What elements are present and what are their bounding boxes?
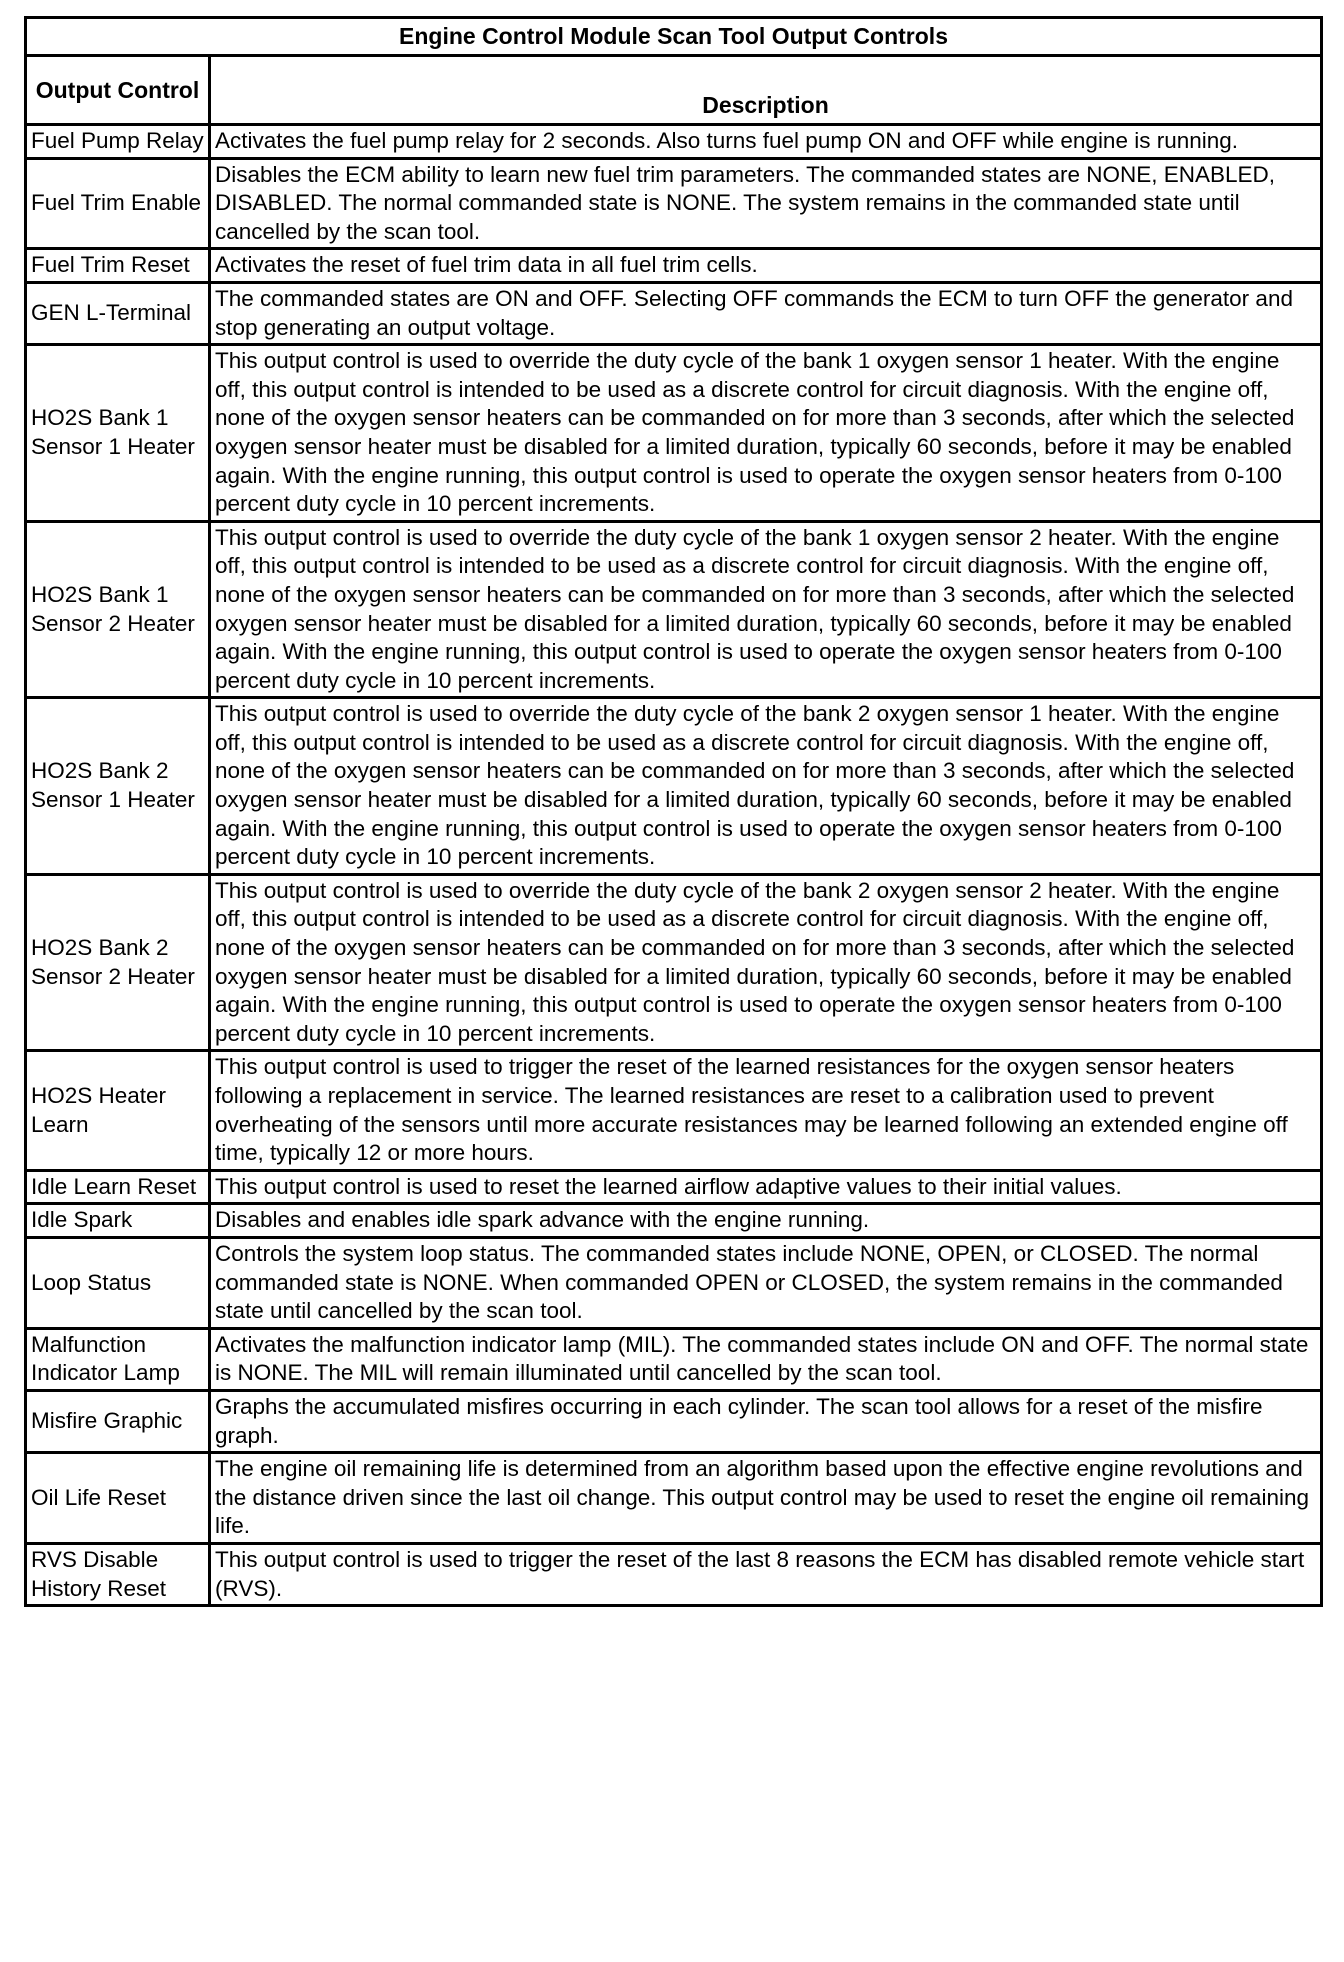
description-cell: Graphs the accumulated misfires occurring in each cylinder. The scan tool allows for a reset of the misfire graph. (210, 1390, 1322, 1452)
table-row (26, 1328, 1322, 1390)
description-cell: This output control is used to trigger the reset of the learned resistances for the oxygen sensor heaters following a replacement in service. The learned resistances are reset to a calibration used to prevent overheating of the sensors until more accurate resistances may be learned following an extended engine off time, typically 12 or more hours. (210, 1051, 1322, 1170)
output-control-cell: Idle Spark (26, 1204, 210, 1238)
output-control-cell: Fuel Trim Enable (26, 158, 210, 249)
description-cell: Disables and enables idle spark advance with the engine running. (210, 1204, 1322, 1238)
table-body (26, 125, 1322, 1606)
description-cell: This output control is used to reset the learned airflow adaptive values to their initial values. (210, 1170, 1322, 1204)
output-control-cell: HO2S Bank 2 Sensor 2 Heater (26, 874, 210, 1051)
table-row (26, 1543, 1322, 1605)
table-row (26, 1453, 1322, 1544)
description-cell: This output control is used to override the duty cycle of the bank 1 oxygen sensor 2 heater. With the engine off, this output control is intended to be used as a discrete control for circuit diagnosis. With the engine off, none of the oxygen sensor heaters can be commanded on for more than 3 seconds, after which the selected oxygen sensor heater must be disabled for a limited duration, typically 60 seconds, before it may be enabled again. With the engine running, this output control is used to operate the oxygen sensor heaters from 0-100 percent duty cycle in 10 percent increments. (210, 521, 1322, 698)
output-control-cell: HO2S Bank 1 Sensor 2 Heater (26, 521, 210, 698)
output-control-cell: Misfire Graphic (26, 1390, 210, 1452)
table-row (26, 345, 1322, 522)
output-control-cell: HO2S Bank 2 Sensor 1 Heater (26, 698, 210, 875)
description-cell: The commanded states are ON and OFF. Selecting OFF commands the ECM to turn OFF the generator and stop generating an output voltage. (210, 282, 1322, 344)
description-cell: Activates the reset of fuel trim data in all fuel trim cells. (210, 249, 1322, 283)
table-title-row (26, 18, 1322, 56)
table-row (26, 1237, 1322, 1328)
output-control-cell: HO2S Heater Learn (26, 1051, 210, 1170)
table-row (26, 1390, 1322, 1452)
output-control-cell: Oil Life Reset (26, 1453, 210, 1544)
description-cell: Disables the ECM ability to learn new fuel trim parameters. The commanded states are NONE, ENABLED, DISABLED. The normal commanded state is NONE. The system remains in the commanded state until cancelled by the scan tool. (210, 158, 1322, 249)
description-cell: This output control is used to override the duty cycle of the bank 1 oxygen sensor 1 heater. With the engine off, this output control is intended to be used as a discrete control for circuit diagnosis. With the engine off, none of the oxygen sensor heaters can be commanded on for more than 3 seconds, after which the selected oxygen sensor heater must be disabled for a limited duration, typically 60 seconds, before it may be enabled again. With the engine running, this output control is used to operate the oxygen sensor heaters from 0-100 percent duty cycle in 10 percent increments. (210, 345, 1322, 522)
table-row (26, 158, 1322, 249)
table-title: Engine Control Module Scan Tool Output Controls (26, 18, 1322, 56)
header-output-control: Output Control (26, 56, 210, 125)
description-cell: This output control is used to override the duty cycle of the bank 2 oxygen sensor 1 heater. With the engine off, this output control is intended to be used as a discrete control for circuit diagnosis. With the engine off, none of the oxygen sensor heaters can be commanded on for more than 3 seconds, after which the selected oxygen sensor heater must be disabled for a limited duration, typically 60 seconds, before it may be enabled again. With the engine running, this output control is used to operate the oxygen sensor heaters from 0-100 percent duty cycle in 10 percent increments. (210, 698, 1322, 875)
table-header-row (26, 56, 1322, 125)
description-cell: Activates the malfunction indicator lamp (MIL). The commanded states include ON and OFF. The normal state is NONE. The MIL will remain illuminated until cancelled by the scan tool. (210, 1328, 1322, 1390)
output-control-cell: Loop Status (26, 1237, 210, 1328)
table-row (26, 1204, 1322, 1238)
table-row (26, 1170, 1322, 1204)
description-cell: Activates the fuel pump relay for 2 seconds. Also turns fuel pump ON and OFF while engine is running. (210, 125, 1322, 159)
output-control-cell: GEN L-Terminal (26, 282, 210, 344)
description-cell: This output control is used to trigger the reset of the last 8 reasons the ECM has disabled remote vehicle start (RVS). (210, 1543, 1322, 1605)
output-control-cell: Fuel Pump Relay (26, 125, 210, 159)
output-control-cell: RVS Disable History Reset (26, 1543, 210, 1605)
table-row (26, 249, 1322, 283)
table-row (26, 698, 1322, 875)
description-cell: This output control is used to override the duty cycle of the bank 2 oxygen sensor 2 heater. With the engine off, this output control is intended to be used as a discrete control for circuit diagnosis. With the engine off, none of the oxygen sensor heaters can be commanded on for more than 3 seconds, after which the selected oxygen sensor heater must be disabled for a limited duration, typically 60 seconds, before it may be enabled again. With the engine running, this output control is used to operate the oxygen sensor heaters from 0-100 percent duty cycle in 10 percent increments. (210, 874, 1322, 1051)
output-control-cell: Fuel Trim Reset (26, 249, 210, 283)
table-row (26, 874, 1322, 1051)
description-cell: Controls the system loop status. The commanded states include NONE, OPEN, or CLOSED. The normal commanded state is NONE. When commanded OPEN or CLOSED, the system remains in the commanded state until cancelled by the scan tool. (210, 1237, 1322, 1328)
header-description: Description (210, 56, 1322, 125)
table-row (26, 1051, 1322, 1170)
output-control-cell: Malfunction Indicator Lamp (26, 1328, 210, 1390)
table-row (26, 521, 1322, 698)
table-row (26, 125, 1322, 159)
output-control-cell: HO2S Bank 1 Sensor 1 Heater (26, 345, 210, 522)
description-cell: The engine oil remaining life is determined from an algorithm based upon the effective engine revolutions and the distance driven since the last oil change. This output control may be used to reset the engine oil remaining life. (210, 1453, 1322, 1544)
output-controls-table (24, 16, 1323, 1607)
document-sheet (24, 16, 1320, 1607)
output-control-cell: Idle Learn Reset (26, 1170, 210, 1204)
table-row (26, 282, 1322, 344)
